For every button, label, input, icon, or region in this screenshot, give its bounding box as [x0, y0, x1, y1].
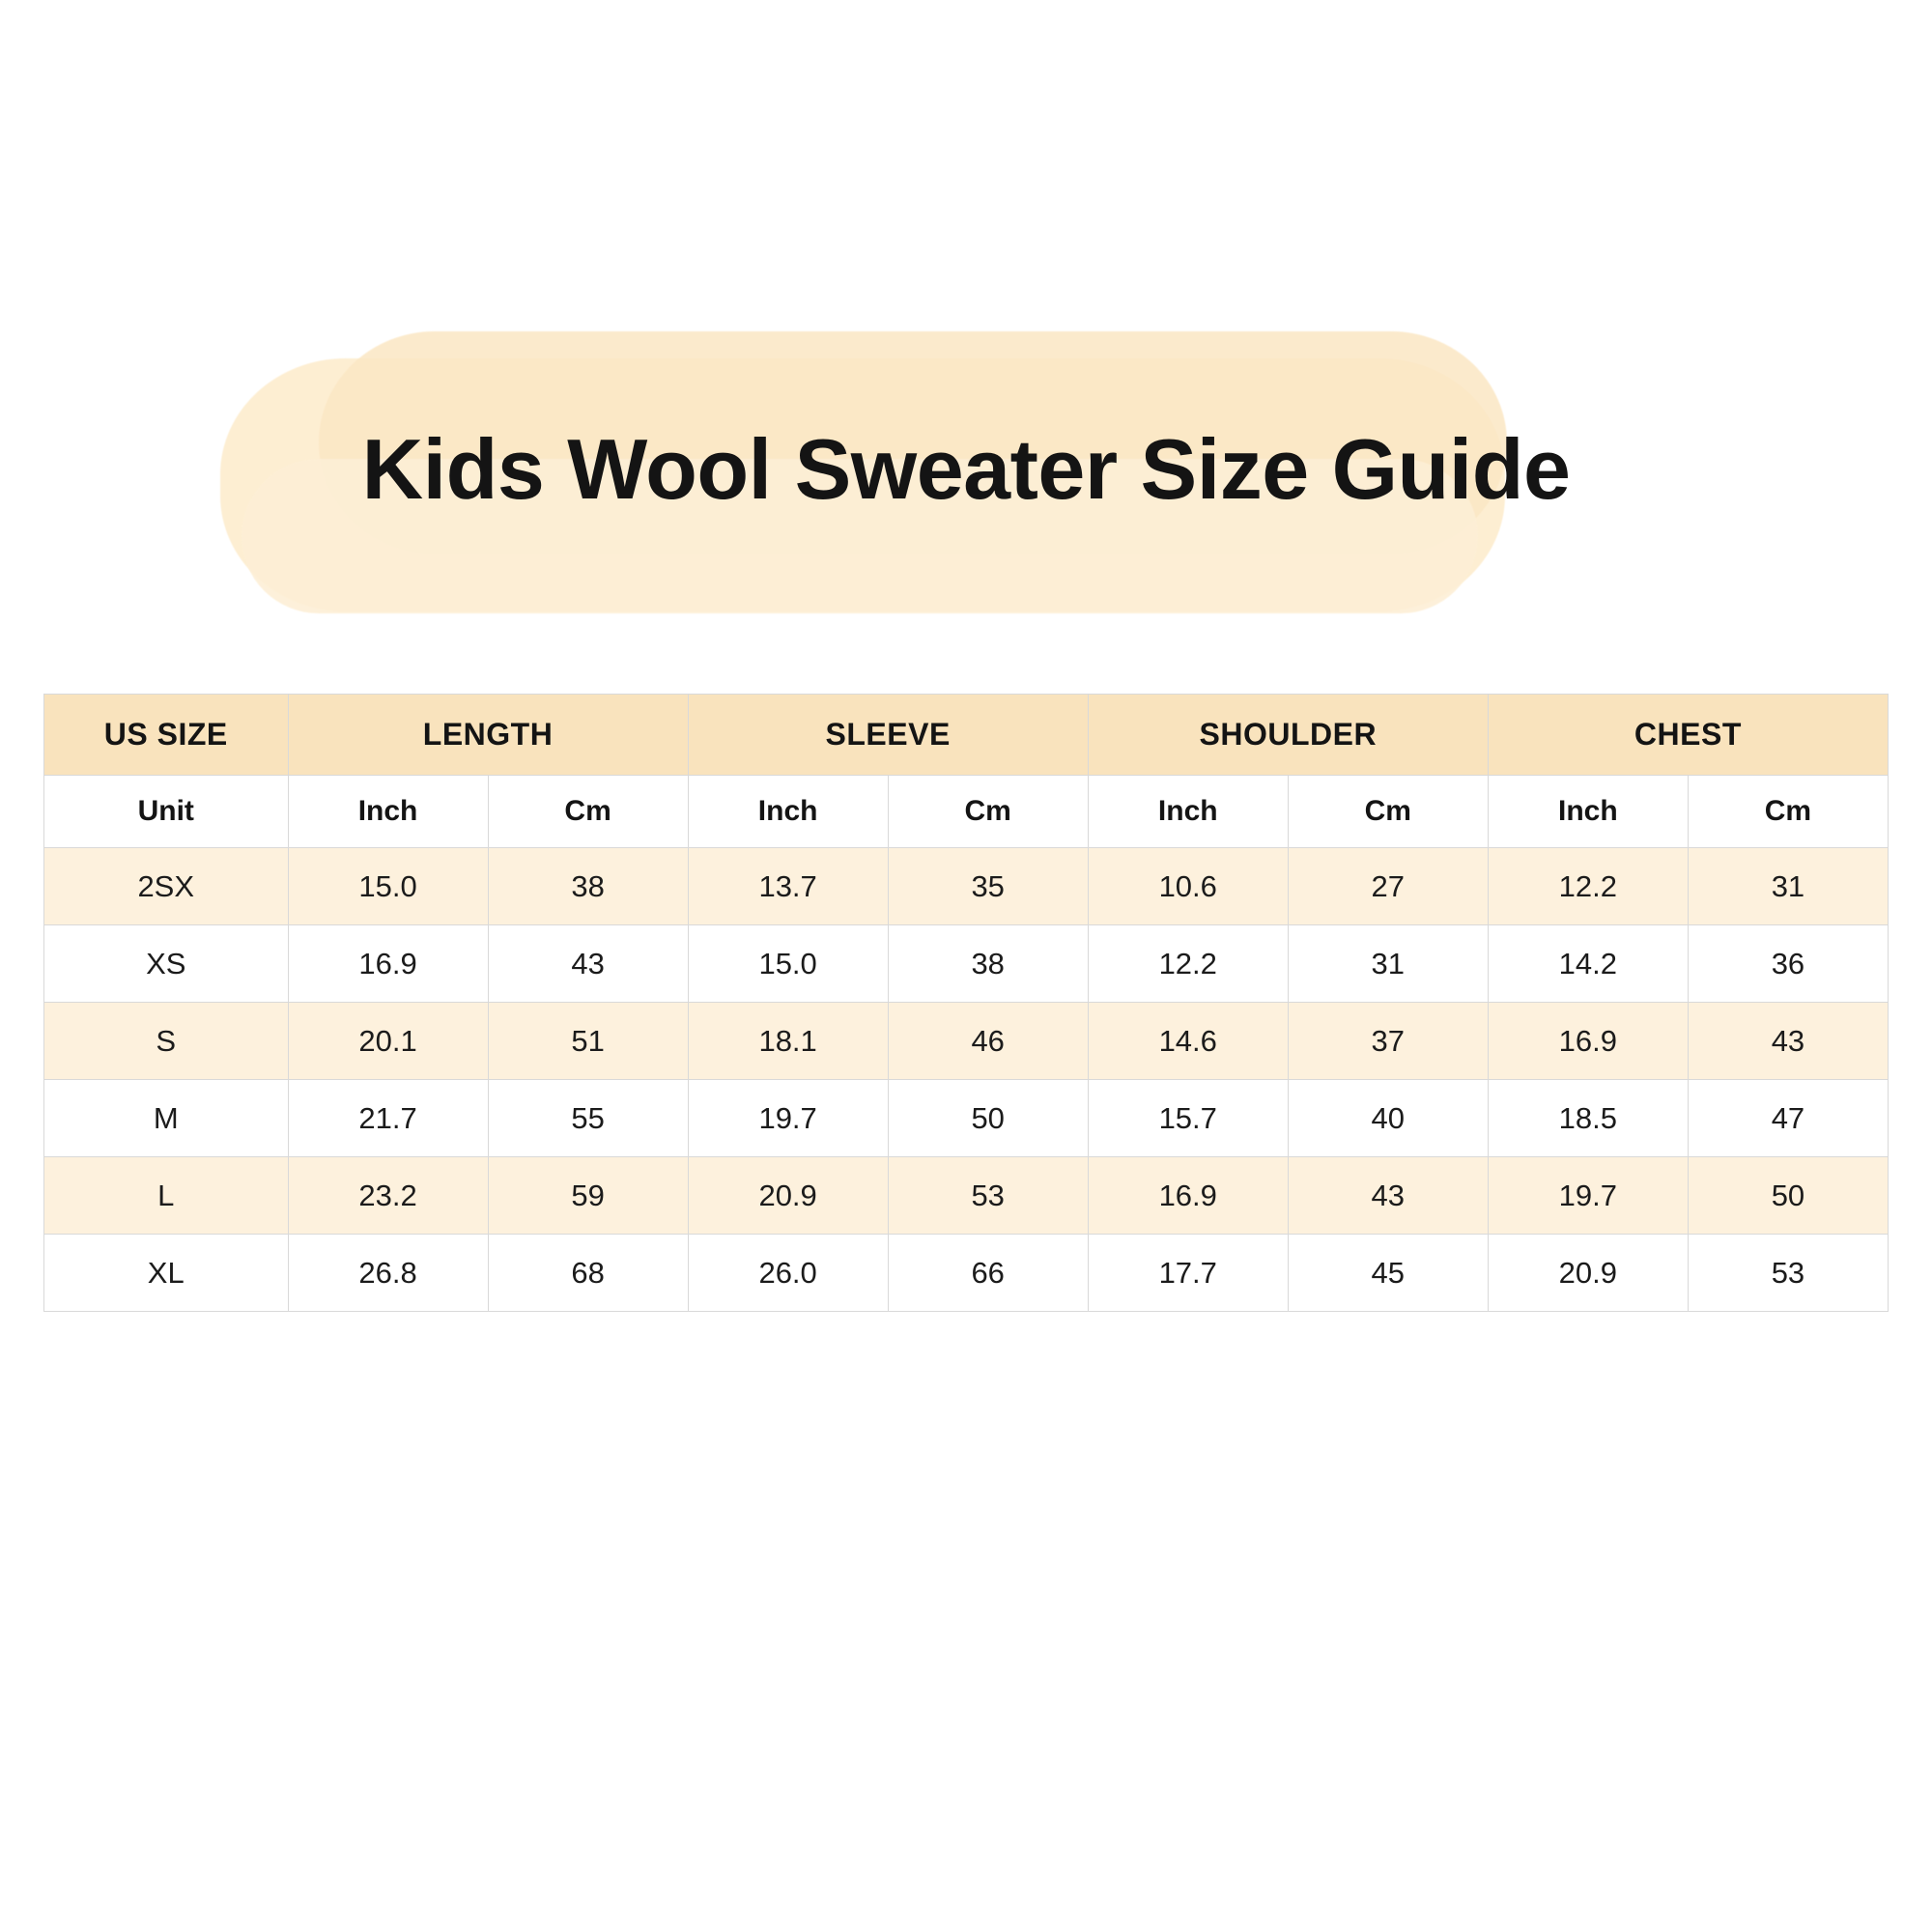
cell-sleeve-cm: 50 — [888, 1080, 1088, 1157]
cell-chest-inch: 16.9 — [1488, 1003, 1688, 1080]
cell-sleeve-cm: 66 — [888, 1235, 1088, 1312]
cell-size: XS — [44, 925, 289, 1003]
cell-chest-cm: 50 — [1688, 1157, 1888, 1235]
table-row — [44, 1080, 1889, 1157]
cell-size: L — [44, 1157, 289, 1235]
cell-chest-cm: 47 — [1688, 1080, 1888, 1157]
cell-sleeve-inch: 18.1 — [688, 1003, 888, 1080]
cell-length-inch: 21.7 — [288, 1080, 488, 1157]
group-header-sleeve: SLEEVE — [688, 695, 1088, 776]
cell-length-cm: 43 — [488, 925, 688, 1003]
cell-length-cm: 51 — [488, 1003, 688, 1080]
cell-shoulder-inch: 10.6 — [1088, 848, 1288, 925]
cell-length-cm: 38 — [488, 848, 688, 925]
cell-length-cm: 59 — [488, 1157, 688, 1235]
unit-header-sleeve-inch: Inch — [688, 776, 888, 848]
cell-chest-cm: 53 — [1688, 1235, 1888, 1312]
cell-chest-cm: 36 — [1688, 925, 1888, 1003]
cell-shoulder-cm: 43 — [1288, 1157, 1488, 1235]
cell-shoulder-inch: 15.7 — [1088, 1080, 1288, 1157]
unit-header-sleeve-cm: Cm — [888, 776, 1088, 848]
table-row — [44, 925, 1889, 1003]
table-row — [44, 1235, 1889, 1312]
table-unit-header-row — [44, 776, 1889, 848]
cell-sleeve-cm: 38 — [888, 925, 1088, 1003]
table-group-header-row — [44, 695, 1889, 776]
cell-size: M — [44, 1080, 289, 1157]
cell-chest-inch: 19.7 — [1488, 1157, 1688, 1235]
cell-chest-cm: 31 — [1688, 848, 1888, 925]
cell-shoulder-cm: 31 — [1288, 925, 1488, 1003]
cell-chest-inch: 18.5 — [1488, 1080, 1688, 1157]
cell-shoulder-cm: 27 — [1288, 848, 1488, 925]
cell-chest-inch: 20.9 — [1488, 1235, 1688, 1312]
cell-length-inch: 15.0 — [288, 848, 488, 925]
cell-chest-inch: 12.2 — [1488, 848, 1688, 925]
cell-shoulder-inch: 16.9 — [1088, 1157, 1288, 1235]
cell-sleeve-cm: 35 — [888, 848, 1088, 925]
unit-header-chest-inch: Inch — [1488, 776, 1688, 848]
cell-length-cm: 68 — [488, 1235, 688, 1312]
cell-shoulder-cm: 45 — [1288, 1235, 1488, 1312]
page-title: Kids Wool Sweater Size Guide — [361, 421, 1571, 517]
cell-shoulder-cm: 37 — [1288, 1003, 1488, 1080]
cell-sleeve-cm: 46 — [888, 1003, 1088, 1080]
unit-header-shoulder-cm: Cm — [1288, 776, 1488, 848]
cell-size: S — [44, 1003, 289, 1080]
cell-sleeve-inch: 20.9 — [688, 1157, 888, 1235]
cell-sleeve-inch: 26.0 — [688, 1235, 888, 1312]
cell-length-cm: 55 — [488, 1080, 688, 1157]
table-row — [44, 848, 1889, 925]
unit-header-unit: Unit — [44, 776, 289, 848]
title-block — [0, 343, 1932, 633]
cell-size: 2SX — [44, 848, 289, 925]
unit-header-length-inch: Inch — [288, 776, 488, 848]
group-header-chest: CHEST — [1488, 695, 1888, 776]
cell-shoulder-inch: 14.6 — [1088, 1003, 1288, 1080]
cell-sleeve-cm: 53 — [888, 1157, 1088, 1235]
cell-shoulder-inch: 12.2 — [1088, 925, 1288, 1003]
table-row — [44, 1003, 1889, 1080]
cell-length-inch: 23.2 — [288, 1157, 488, 1235]
cell-size: XL — [44, 1235, 289, 1312]
cell-shoulder-inch: 17.7 — [1088, 1235, 1288, 1312]
unit-header-shoulder-inch: Inch — [1088, 776, 1288, 848]
cell-length-inch: 26.8 — [288, 1235, 488, 1312]
unit-header-length-cm: Cm — [488, 776, 688, 848]
size-chart-table — [43, 694, 1889, 1312]
cell-sleeve-inch: 15.0 — [688, 925, 888, 1003]
cell-shoulder-cm: 40 — [1288, 1080, 1488, 1157]
size-table-container — [43, 694, 1889, 1312]
group-header-shoulder: SHOULDER — [1088, 695, 1488, 776]
cell-sleeve-inch: 13.7 — [688, 848, 888, 925]
table-row — [44, 1157, 1889, 1235]
cell-chest-cm: 43 — [1688, 1003, 1888, 1080]
cell-chest-inch: 14.2 — [1488, 925, 1688, 1003]
group-header-us-size: US SIZE — [44, 695, 289, 776]
cell-length-inch: 16.9 — [288, 925, 488, 1003]
cell-sleeve-inch: 19.7 — [688, 1080, 888, 1157]
unit-header-chest-cm: Cm — [1688, 776, 1888, 848]
cell-length-inch: 20.1 — [288, 1003, 488, 1080]
group-header-length: LENGTH — [288, 695, 688, 776]
